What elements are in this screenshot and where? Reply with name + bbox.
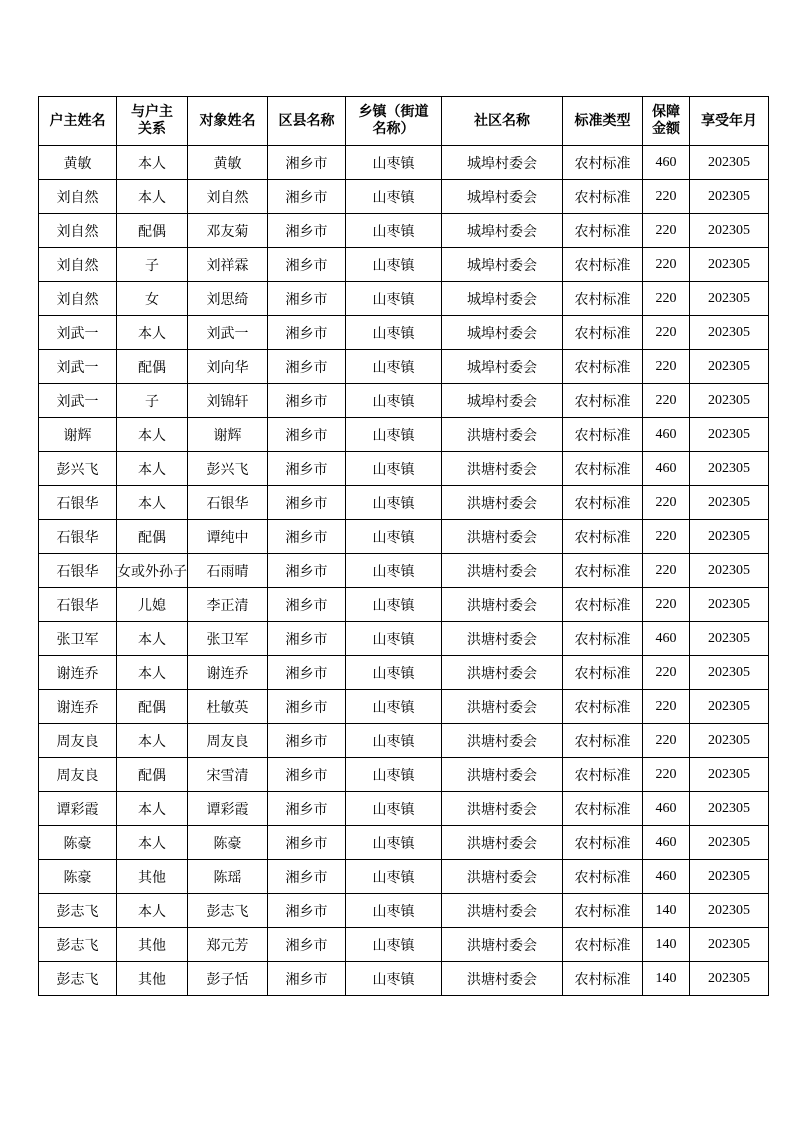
standard-cell: 农村标准 xyxy=(563,520,643,554)
county-cell: 湘乡市 xyxy=(268,758,346,792)
county-cell: 湘乡市 xyxy=(268,384,346,418)
table-row xyxy=(39,554,769,588)
recipient-cell: 陈瑶 xyxy=(188,860,268,894)
county-cell: 湘乡市 xyxy=(268,962,346,996)
recipient-cell: 黄敏 xyxy=(188,146,268,180)
community-cell: 城埠村委会 xyxy=(442,350,563,384)
relation-cell: 配偶 xyxy=(117,350,188,384)
householder-cell: 彭兴飞 xyxy=(39,452,117,486)
amount-cell: 460 xyxy=(643,452,690,486)
town-cell: 山枣镇 xyxy=(346,214,442,248)
town-cell: 山枣镇 xyxy=(346,758,442,792)
relation-cell: 子 xyxy=(117,248,188,282)
recipient-cell: 杜敏英 xyxy=(188,690,268,724)
standard-cell: 农村标准 xyxy=(563,350,643,384)
householder-cell: 周友良 xyxy=(39,758,117,792)
amount-cell: 220 xyxy=(643,350,690,384)
relation-cell: 本人 xyxy=(117,894,188,928)
table-row xyxy=(39,180,769,214)
recipient-cell: 陈豪 xyxy=(188,826,268,860)
relation-cell: 儿媳 xyxy=(117,588,188,622)
month-cell: 202305 xyxy=(690,214,769,248)
amount-cell: 460 xyxy=(643,792,690,826)
standard-cell: 农村标准 xyxy=(563,928,643,962)
standard-cell: 农村标准 xyxy=(563,656,643,690)
relation-cell: 其他 xyxy=(117,860,188,894)
amount-cell: 220 xyxy=(643,214,690,248)
relation-cell: 本人 xyxy=(117,452,188,486)
recipient-cell: 彭兴飞 xyxy=(188,452,268,486)
table-row xyxy=(39,520,769,554)
town-cell: 山枣镇 xyxy=(346,588,442,622)
county-cell: 湘乡市 xyxy=(268,520,346,554)
month-cell: 202305 xyxy=(690,180,769,214)
community-cell: 洪塘村委会 xyxy=(442,792,563,826)
month-cell: 202305 xyxy=(690,350,769,384)
recipient-cell: 谢连乔 xyxy=(188,656,268,690)
community-cell: 洪塘村委会 xyxy=(442,452,563,486)
householder-cell: 陈豪 xyxy=(39,826,117,860)
table-row xyxy=(39,486,769,520)
community-cell: 洪塘村委会 xyxy=(442,894,563,928)
recipient-cell: 刘向华 xyxy=(188,350,268,384)
standard-cell: 农村标准 xyxy=(563,690,643,724)
recipient-cell: 刘自然 xyxy=(188,180,268,214)
recipient-cell: 邓友菊 xyxy=(188,214,268,248)
town-cell: 山枣镇 xyxy=(346,826,442,860)
community-cell: 洪塘村委会 xyxy=(442,656,563,690)
head-householder: 户主姓名 xyxy=(39,97,117,146)
householder-cell: 刘自然 xyxy=(39,214,117,248)
table-row xyxy=(39,214,769,248)
table-row xyxy=(39,860,769,894)
householder-cell: 黄敏 xyxy=(39,146,117,180)
head-community: 社区名称 xyxy=(442,97,563,146)
recipient-cell: 张卫军 xyxy=(188,622,268,656)
month-cell: 202305 xyxy=(690,316,769,350)
county-cell: 湘乡市 xyxy=(268,724,346,758)
community-cell: 洪塘村委会 xyxy=(442,826,563,860)
recipient-cell: 石银华 xyxy=(188,486,268,520)
recipient-cell: 郑元芳 xyxy=(188,928,268,962)
assistance-table xyxy=(38,96,769,996)
amount-cell: 220 xyxy=(643,248,690,282)
month-cell: 202305 xyxy=(690,384,769,418)
relation-cell: 本人 xyxy=(117,826,188,860)
head-recipient: 对象姓名 xyxy=(188,97,268,146)
householder-cell: 石银华 xyxy=(39,486,117,520)
town-cell: 山枣镇 xyxy=(346,792,442,826)
head-amount: 保障 金额 xyxy=(643,97,690,146)
householder-cell: 刘武一 xyxy=(39,384,117,418)
standard-cell: 农村标准 xyxy=(563,452,643,486)
community-cell: 城埠村委会 xyxy=(442,384,563,418)
month-cell: 202305 xyxy=(690,622,769,656)
relation-cell: 配偶 xyxy=(117,758,188,792)
amount-cell: 220 xyxy=(643,690,690,724)
table-row xyxy=(39,588,769,622)
county-cell: 湘乡市 xyxy=(268,928,346,962)
community-cell: 洪塘村委会 xyxy=(442,622,563,656)
standard-cell: 农村标准 xyxy=(563,180,643,214)
table-body xyxy=(39,146,769,996)
amount-cell: 220 xyxy=(643,180,690,214)
county-cell: 湘乡市 xyxy=(268,486,346,520)
recipient-cell: 刘思绮 xyxy=(188,282,268,316)
town-cell: 山枣镇 xyxy=(346,486,442,520)
community-cell: 城埠村委会 xyxy=(442,282,563,316)
recipient-cell: 谢辉 xyxy=(188,418,268,452)
month-cell: 202305 xyxy=(690,588,769,622)
householder-cell: 刘自然 xyxy=(39,282,117,316)
householder-cell: 谢连乔 xyxy=(39,690,117,724)
county-cell: 湘乡市 xyxy=(268,894,346,928)
standard-cell: 农村标准 xyxy=(563,486,643,520)
community-cell: 洪塘村委会 xyxy=(442,418,563,452)
town-cell: 山枣镇 xyxy=(346,180,442,214)
standard-cell: 农村标准 xyxy=(563,860,643,894)
standard-cell: 农村标准 xyxy=(563,316,643,350)
amount-cell: 220 xyxy=(643,520,690,554)
head-relation: 与户主 关系 xyxy=(117,97,188,146)
relation-cell: 配偶 xyxy=(117,690,188,724)
recipient-cell: 彭子恬 xyxy=(188,962,268,996)
community-cell: 城埠村委会 xyxy=(442,248,563,282)
relation-cell: 其他 xyxy=(117,962,188,996)
month-cell: 202305 xyxy=(690,452,769,486)
month-cell: 202305 xyxy=(690,656,769,690)
householder-cell: 石银华 xyxy=(39,588,117,622)
table-row xyxy=(39,724,769,758)
householder-cell: 陈豪 xyxy=(39,860,117,894)
amount-cell: 220 xyxy=(643,724,690,758)
householder-cell: 刘自然 xyxy=(39,248,117,282)
recipient-cell: 李正清 xyxy=(188,588,268,622)
month-cell: 202305 xyxy=(690,418,769,452)
table-row xyxy=(39,792,769,826)
community-cell: 城埠村委会 xyxy=(442,146,563,180)
community-cell: 洪塘村委会 xyxy=(442,860,563,894)
table-row xyxy=(39,384,769,418)
householder-cell: 刘武一 xyxy=(39,350,117,384)
town-cell: 山枣镇 xyxy=(346,656,442,690)
county-cell: 湘乡市 xyxy=(268,860,346,894)
amount-cell: 220 xyxy=(643,282,690,316)
relation-cell: 女 xyxy=(117,282,188,316)
relation-cell: 本人 xyxy=(117,724,188,758)
standard-cell: 农村标准 xyxy=(563,724,643,758)
standard-cell: 农村标准 xyxy=(563,588,643,622)
table-row xyxy=(39,928,769,962)
town-cell: 山枣镇 xyxy=(346,248,442,282)
month-cell: 202305 xyxy=(690,520,769,554)
town-cell: 山枣镇 xyxy=(346,452,442,486)
householder-cell: 谢连乔 xyxy=(39,656,117,690)
community-cell: 洪塘村委会 xyxy=(442,554,563,588)
month-cell: 202305 xyxy=(690,792,769,826)
householder-cell: 彭志飞 xyxy=(39,894,117,928)
amount-cell: 220 xyxy=(643,656,690,690)
householder-cell: 石银华 xyxy=(39,520,117,554)
table-row xyxy=(39,350,769,384)
relation-cell: 子 xyxy=(117,384,188,418)
standard-cell: 农村标准 xyxy=(563,282,643,316)
standard-cell: 农村标准 xyxy=(563,622,643,656)
county-cell: 湘乡市 xyxy=(268,826,346,860)
standard-cell: 农村标准 xyxy=(563,962,643,996)
month-cell: 202305 xyxy=(690,486,769,520)
relation-cell: 本人 xyxy=(117,146,188,180)
table-row xyxy=(39,758,769,792)
head-town: 乡镇（街道 名称） xyxy=(346,97,442,146)
head-month: 享受年月 xyxy=(690,97,769,146)
county-cell: 湘乡市 xyxy=(268,350,346,384)
county-cell: 湘乡市 xyxy=(268,180,346,214)
town-cell: 山枣镇 xyxy=(346,690,442,724)
month-cell: 202305 xyxy=(690,826,769,860)
standard-cell: 农村标准 xyxy=(563,826,643,860)
relation-cell: 本人 xyxy=(117,486,188,520)
householder-cell: 谢辉 xyxy=(39,418,117,452)
recipient-cell: 周友良 xyxy=(188,724,268,758)
county-cell: 湘乡市 xyxy=(268,554,346,588)
standard-cell: 农村标准 xyxy=(563,146,643,180)
town-cell: 山枣镇 xyxy=(346,860,442,894)
month-cell: 202305 xyxy=(690,248,769,282)
relation-cell: 本人 xyxy=(117,180,188,214)
householder-cell: 刘自然 xyxy=(39,180,117,214)
relation-cell: 本人 xyxy=(117,656,188,690)
header-row xyxy=(39,97,769,146)
county-cell: 湘乡市 xyxy=(268,452,346,486)
county-cell: 湘乡市 xyxy=(268,214,346,248)
standard-cell: 农村标准 xyxy=(563,792,643,826)
head-county: 区县名称 xyxy=(268,97,346,146)
relation-cell: 配偶 xyxy=(117,520,188,554)
community-cell: 洪塘村委会 xyxy=(442,758,563,792)
community-cell: 洪塘村委会 xyxy=(442,588,563,622)
community-cell: 洪塘村委会 xyxy=(442,962,563,996)
table-row xyxy=(39,282,769,316)
community-cell: 洪塘村委会 xyxy=(442,486,563,520)
county-cell: 湘乡市 xyxy=(268,656,346,690)
householder-cell: 石银华 xyxy=(39,554,117,588)
county-cell: 湘乡市 xyxy=(268,622,346,656)
standard-cell: 农村标准 xyxy=(563,758,643,792)
town-cell: 山枣镇 xyxy=(346,146,442,180)
town-cell: 山枣镇 xyxy=(346,928,442,962)
town-cell: 山枣镇 xyxy=(346,962,442,996)
relation-cell: 本人 xyxy=(117,316,188,350)
town-cell: 山枣镇 xyxy=(346,622,442,656)
table-row xyxy=(39,962,769,996)
recipient-cell: 宋雪清 xyxy=(188,758,268,792)
community-cell: 城埠村委会 xyxy=(442,180,563,214)
recipient-cell: 彭志飞 xyxy=(188,894,268,928)
community-cell: 洪塘村委会 xyxy=(442,690,563,724)
county-cell: 湘乡市 xyxy=(268,146,346,180)
amount-cell: 220 xyxy=(643,554,690,588)
amount-cell: 140 xyxy=(643,962,690,996)
town-cell: 山枣镇 xyxy=(346,316,442,350)
relation-cell: 本人 xyxy=(117,418,188,452)
town-cell: 山枣镇 xyxy=(346,282,442,316)
community-cell: 洪塘村委会 xyxy=(442,724,563,758)
county-cell: 湘乡市 xyxy=(268,588,346,622)
relation-cell: 女或外孙子 xyxy=(117,554,188,588)
recipient-cell: 谭纯中 xyxy=(188,520,268,554)
relation-cell: 本人 xyxy=(117,622,188,656)
town-cell: 山枣镇 xyxy=(346,520,442,554)
county-cell: 湘乡市 xyxy=(268,690,346,724)
standard-cell: 农村标准 xyxy=(563,894,643,928)
community-cell: 城埠村委会 xyxy=(442,214,563,248)
month-cell: 202305 xyxy=(690,724,769,758)
town-cell: 山枣镇 xyxy=(346,418,442,452)
amount-cell: 460 xyxy=(643,826,690,860)
town-cell: 山枣镇 xyxy=(346,554,442,588)
table-row xyxy=(39,146,769,180)
month-cell: 202305 xyxy=(690,146,769,180)
relation-cell: 其他 xyxy=(117,928,188,962)
county-cell: 湘乡市 xyxy=(268,316,346,350)
table-row xyxy=(39,894,769,928)
month-cell: 202305 xyxy=(690,690,769,724)
recipient-cell: 谭彩霞 xyxy=(188,792,268,826)
amount-cell: 220 xyxy=(643,758,690,792)
county-cell: 湘乡市 xyxy=(268,792,346,826)
householder-cell: 刘武一 xyxy=(39,316,117,350)
standard-cell: 农村标准 xyxy=(563,418,643,452)
householder-cell: 张卫军 xyxy=(39,622,117,656)
table-row xyxy=(39,316,769,350)
town-cell: 山枣镇 xyxy=(346,894,442,928)
county-cell: 湘乡市 xyxy=(268,282,346,316)
amount-cell: 140 xyxy=(643,894,690,928)
amount-cell: 460 xyxy=(643,622,690,656)
community-cell: 洪塘村委会 xyxy=(442,520,563,554)
householder-cell: 彭志飞 xyxy=(39,962,117,996)
amount-cell: 220 xyxy=(643,316,690,350)
county-cell: 湘乡市 xyxy=(268,248,346,282)
standard-cell: 农村标准 xyxy=(563,384,643,418)
community-cell: 城埠村委会 xyxy=(442,316,563,350)
table-row xyxy=(39,622,769,656)
householder-cell: 谭彩霞 xyxy=(39,792,117,826)
relation-cell: 配偶 xyxy=(117,214,188,248)
householder-cell: 周友良 xyxy=(39,724,117,758)
standard-cell: 农村标准 xyxy=(563,554,643,588)
month-cell: 202305 xyxy=(690,282,769,316)
recipient-cell: 刘锦轩 xyxy=(188,384,268,418)
householder-cell: 彭志飞 xyxy=(39,928,117,962)
recipient-cell: 刘祥霖 xyxy=(188,248,268,282)
head-standard: 标准类型 xyxy=(563,97,643,146)
amount-cell: 460 xyxy=(643,860,690,894)
standard-cell: 农村标准 xyxy=(563,248,643,282)
standard-cell: 农村标准 xyxy=(563,214,643,248)
table-row xyxy=(39,248,769,282)
community-cell: 洪塘村委会 xyxy=(442,928,563,962)
amount-cell: 460 xyxy=(643,146,690,180)
amount-cell: 140 xyxy=(643,928,690,962)
amount-cell: 220 xyxy=(643,384,690,418)
month-cell: 202305 xyxy=(690,894,769,928)
recipient-cell: 刘武一 xyxy=(188,316,268,350)
month-cell: 202305 xyxy=(690,860,769,894)
table-row xyxy=(39,826,769,860)
month-cell: 202305 xyxy=(690,554,769,588)
table-row xyxy=(39,656,769,690)
relation-cell: 本人 xyxy=(117,792,188,826)
county-cell: 湘乡市 xyxy=(268,418,346,452)
month-cell: 202305 xyxy=(690,758,769,792)
town-cell: 山枣镇 xyxy=(346,350,442,384)
town-cell: 山枣镇 xyxy=(346,384,442,418)
recipient-cell: 石雨晴 xyxy=(188,554,268,588)
amount-cell: 460 xyxy=(643,418,690,452)
month-cell: 202305 xyxy=(690,962,769,996)
month-cell: 202305 xyxy=(690,928,769,962)
table-row xyxy=(39,690,769,724)
town-cell: 山枣镇 xyxy=(346,724,442,758)
table-row xyxy=(39,418,769,452)
amount-cell: 220 xyxy=(643,588,690,622)
amount-cell: 220 xyxy=(643,486,690,520)
table-row xyxy=(39,452,769,486)
